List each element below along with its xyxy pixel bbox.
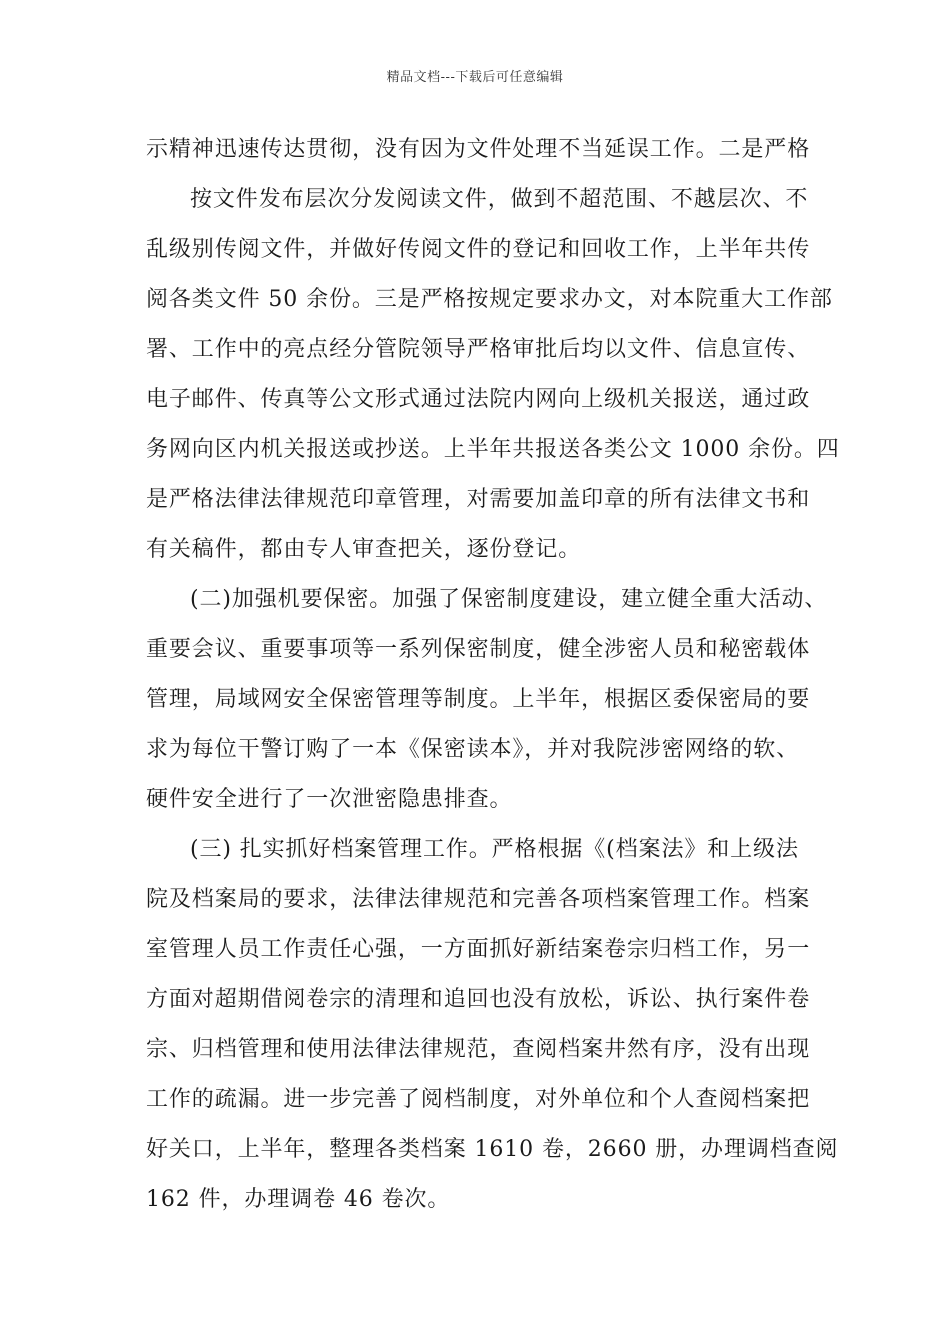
text-line: 乱级别传阅文件，并做好传阅文件的登记和回收工作，上半年共传 [146,237,811,262]
text-line: 署、工作中的亮点经分管院领导严格审批后均以文件、信息宣传、 [146,337,811,362]
text-line: 务网向区内机关报送或抄送。上半年共报送各类公文 1000 余份。四 [146,437,840,462]
text-line: 是严格法律法律规范印章管理，对需要加盖印章的所有法律文书和 [146,487,811,512]
text-line: 好关口，上半年，整理各类档案 1610 卷，2660 册，办理调档查阅 [146,1137,839,1162]
text-line: 示精神迅速传达贯彻，没有因为文件处理不当延误工作。二是严格 [146,137,811,162]
paragraph-start-line: (三) 扎实抓好档案管理工作。严格根据《(档案法》和上级法 [190,837,799,862]
page-header: 精品文档---下载后可任意编辑 [386,70,564,85]
document-body [146,133,840,1233]
text-line: 宗、归档管理和使用法律法律规范，查阅档案井然有序，没有出现 [146,1037,811,1062]
paragraph-start-line: (二)加强机要保密。加强了保密制度建设，建立健全重大活动、 [190,587,828,612]
text-line: 重要会议、重要事项等一系列保密制度，健全涉密人员和秘密载体 [146,637,811,662]
text-line: 室管理人员工作责任心强，一方面抓好新结案卷宗归档工作，另一 [146,937,811,962]
text-line: 方面对超期借阅卷宗的清理和追回也没有放松，诉讼、执行案件卷 [146,987,811,1012]
text-line: 硬件安全进行了一次泄密隐患排查。 [146,787,513,812]
text-line: 阅各类文件 50 余份。三是严格按规定要求办文，对本院重大工作部 [146,287,833,312]
text-line: 工作的疏漏。进一步完善了阅档制度，对外单位和个人查阅档案把 [146,1087,811,1112]
text-line: 有关稿件，都由专人审查把关，逐份登记。 [146,537,582,562]
text-line: 按文件发布层次分发阅读文件，做到不超范围、不越层次、不 [190,187,809,212]
text-line: 求为每位干警订购了一本《保密读本》，并对我院涉密网络的软、 [146,737,800,762]
text-line: 电子邮件、传真等公文形式通过法院内网向上级机关报送，通过政 [146,387,811,412]
text-line: 院及档案局的要求，法律法律规范和完善各项档案管理工作。档案 [146,887,811,912]
text-line: 162 件，办理调卷 46 卷次。 [146,1187,451,1212]
text-line: 管理，局域网安全保密管理等制度。上半年，根据区委保密局的要 [146,687,811,712]
